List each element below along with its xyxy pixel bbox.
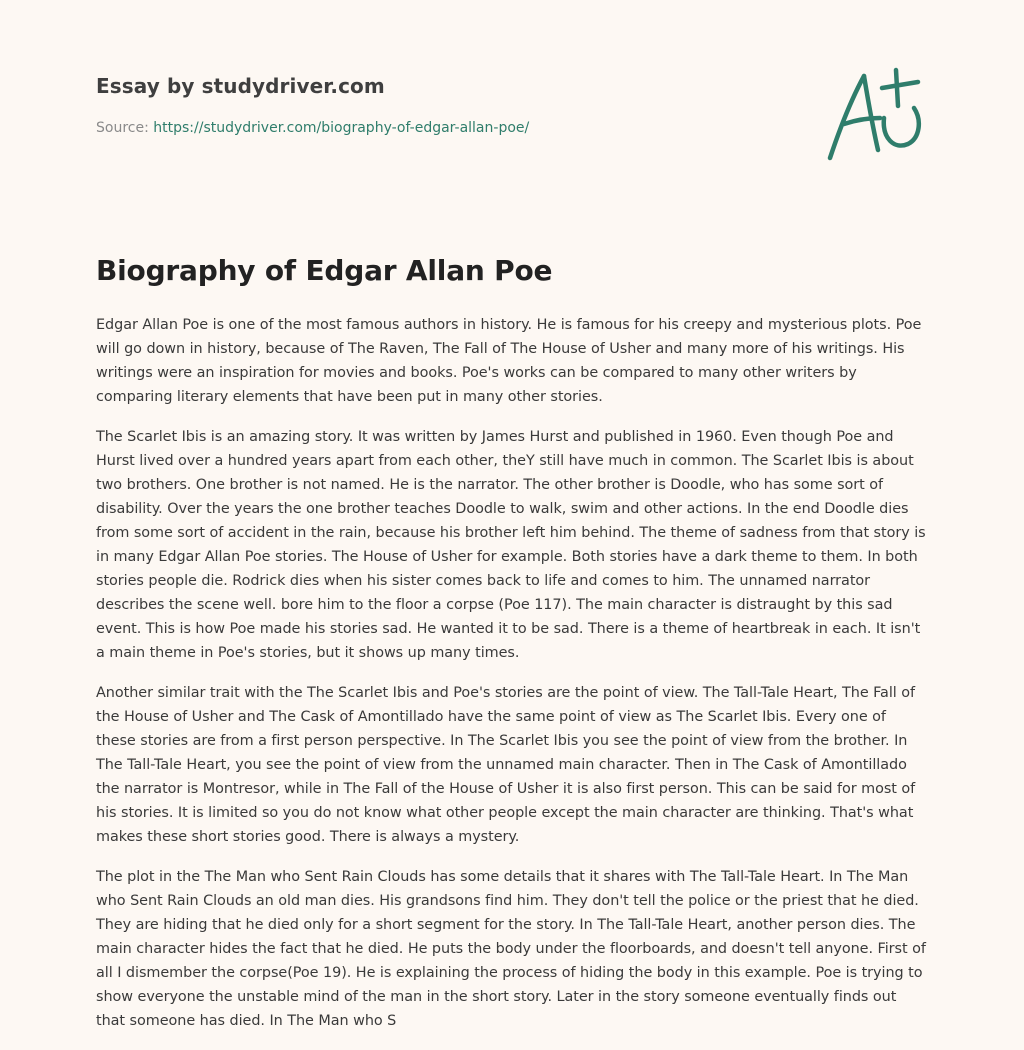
source-line	[96, 120, 796, 136]
a-plus-logo-icon	[822, 66, 928, 164]
essay-paragraph: The plot in the The Man who Sent Rain Clouds has some details that it shares with The Tall-Tale Heart. In The Man who Sent Rain Clouds an old man dies. His grandsons find him. They don't tell the police or the priest that he died. They are hiding that he died only for a short segment for the story. In The Tall-Tale Heart, another person dies. The main character hides the fact that he died. He puts the body under the floorboards, and doesn't tell anyone. First of all I dismember the corpse(Poe 19). He is explaining the process of hiding the body in this example. Poe is trying to show everyone the unstable mind of the man in the short story. Later in the story someone eventually finds out that someone has died. In The Man who S	[96, 869, 926, 1029]
essay-paragraph: Another similar trait with the The Scarlet Ibis and Poe's stories are the point of view. The Tall-Tale Heart, The Fall of the House of Usher and The Cask of Amontillado have the same point of view as The Scarlet Ibis. Every one of these stories are from a first person perspective. In The Scarlet Ibis you see the point of view from the brother. In The Tall-Tale Heart, you see the point of view from the unnamed main character. Then in The Cask of Amontillado the narrator is Montresor, while in The Fall of the House of Usher it is also first person. This can be said for most of his stories. It is limited so you do not know what other people except the main character are thinking. That's what makes these short stories good. There is always a mystery.	[96, 685, 916, 845]
essay-body	[96, 313, 928, 1049]
essay-paragraph: The Scarlet Ibis is an amazing story. It was written by James Hurst and published in 1960. Even though Poe and Hurst lived over a hundred years apart from each other, theY still have much in common. The Scarlet Ibis is about two brothers. One brother is not named. He is the narrator. The other brother is Doodle, who has some sort of disability. Over the years the one brother teaches Doodle to walk, swim and other actions. In the end Doodle dies from some sort of accident in the rain, because his brother left him behind. The theme of sadness from that story is in many Edgar Allan Poe stories. The House of Usher for example. Both stories have a dark theme to them. In both stories people die. Rodrick dies when his sister comes back to life and comes to him. The unnamed narrator describes the scene well. bore him to the floor a corpse (Poe 117). The main character is distraught by this sad event. This is how Poe made his stories sad. He wanted it to be sad. There is a theme of heartbreak in each. It isn't a main theme in Poe's stories, but it shows up many times.	[96, 429, 926, 661]
page-header	[96, 74, 796, 136]
essay-title: Biography of Edgar Allan Poe	[96, 254, 553, 287]
site-title: Essay by studydriver.com	[96, 74, 385, 98]
source-link[interactable]: https://studydriver.com/biography-of-edgar-allan-poe/	[153, 120, 530, 136]
source-label: Source:	[96, 120, 149, 136]
essay-paragraph: Edgar Allan Poe is one of the most famous authors in history. He is famous for his creepy and mysterious plots. Poe will go down in history, because of The Raven, The Fall of The House of Usher and many more of his writings. His writings were an inspiration for movies and books. Poe's works can be compared to many other writers by comparing literary elements that have been put in many other stories.	[96, 317, 922, 405]
